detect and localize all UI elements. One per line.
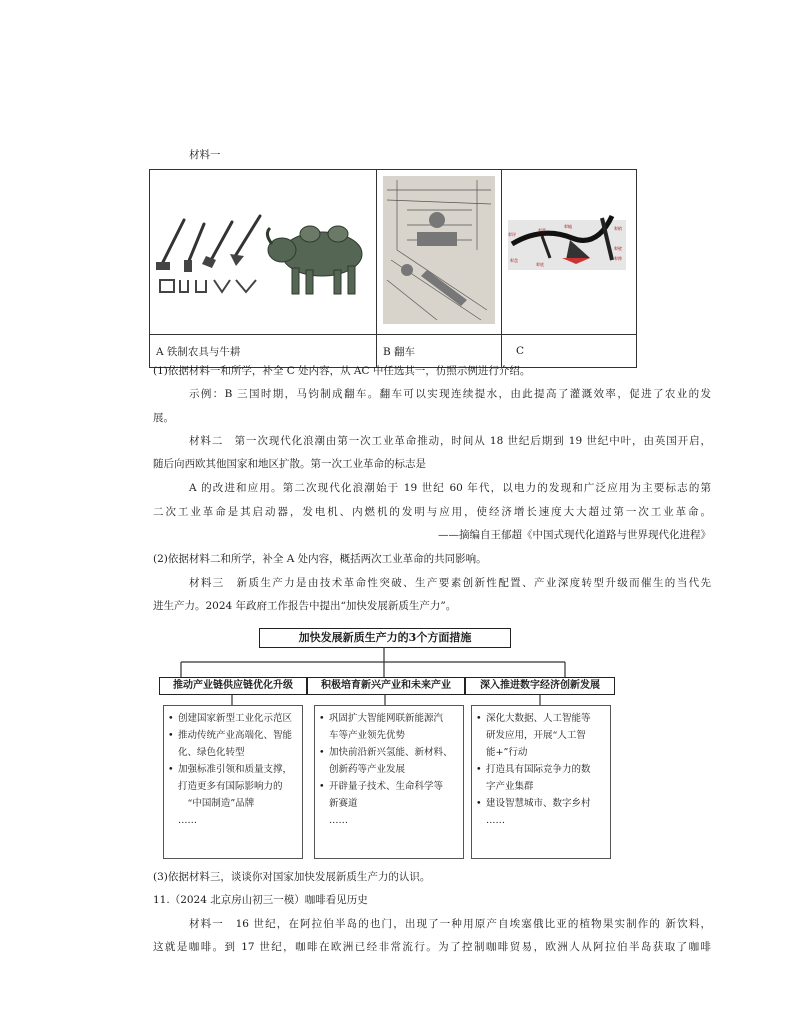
q11-material1-line-1: 材料一 16 世纪，在阿拉伯半岛的也门，出现了一种用原产自埃塞俄比亚的植物果实制作的 新饮料， (189, 918, 711, 930)
material2-line-3: A 的改进和应用。第二次现代化浪潮始于 19 世纪 60 年代，以电力的发现和广泛应用为主要标志的第 (189, 482, 711, 494)
column-box-2 (314, 705, 464, 859)
caption-a: A 铁制农具与牛耕 (150, 335, 377, 368)
question-1: (1)依据材料一和所学，补全 C 处内容，从 AC 中任选其一，仿照示例进行介绍。 (153, 365, 531, 377)
list-item-continued: 创新药等产业发展 (329, 764, 406, 775)
diagram-title: 加快发展新质生产力的3个方面措施 (259, 628, 511, 648)
material3-line-2: 进生产力。2024 年政府工作报告中提出“加快发展新质生产力”。 (153, 600, 457, 612)
column-heading-3: 深入推进数字经济创新发展 (465, 677, 615, 695)
question-2: (2)依据材料二和所学，补全 A 处内容，概括两次工业革命的共同影响。 (153, 553, 487, 565)
question-3: (3)依据材料三，谈谈你对国家加快发展新质生产力的认识。 (153, 871, 431, 883)
material2-line-4: 二次工业革命是其启动器，发电机、内燃机的发明与应用，使经济增长速度大大超过第一次工业革命。 (153, 506, 711, 518)
material3-line-1: 材料三 新质生产力是由技术革命性突破、生产要素创新性配置、产业深度转型升级而催生的当代先 (189, 577, 711, 589)
plow-label: 犁铧 (614, 256, 622, 261)
column-heading-1: 推动产业链供应链优化升级 (159, 677, 307, 695)
list-item: • 巩固扩大智能网联新能源汽 (317, 710, 463, 727)
ellipsis: …… (486, 815, 505, 826)
column-box-3 (471, 705, 611, 859)
list-item: • 开辟量子技术、生命科学等 (317, 778, 463, 795)
list-item-continued: 研发应用，开展“人工智 (486, 730, 586, 741)
list-item-continued: 化、绿色化转型 (178, 747, 245, 758)
list-item: • 打造具有国际竞争力的数 (474, 761, 610, 778)
example-line-1: 示例：B 三国时期，马钧制成翻车。翻车可以实现连续提水，由此提高了灌溉效率，促进了农业的发 (189, 388, 711, 400)
ellipsis: …… (178, 815, 197, 826)
plow-label: 犁底 (536, 262, 544, 267)
q11-material1-line-2: 这就是咖啡。到 17 世纪，咖啡在欧洲已经非常流行。为了控制咖啡贸易，欧洲人从阿拉伯半岛获取了咖啡 (153, 941, 711, 953)
list-item-continued: “中国制造”品牌 (178, 798, 255, 809)
list-item-continued: 车等产业领先优势 (329, 730, 406, 741)
list-item-continued: 打造更多有国际影响力的 (178, 781, 283, 792)
list-item-continued: 能+”行动 (486, 747, 528, 758)
plow-label: 犁评 (508, 232, 516, 237)
caption-c: C (502, 335, 637, 368)
list-item: • 加快前沿新兴氢能、新材料、 (317, 744, 463, 761)
list-item: • 深化大数据、人工智能等 (474, 710, 610, 727)
list-item-continued: 字产业集群 (486, 781, 534, 792)
list-item: • 推动传统产业高端化、智能 (166, 727, 302, 744)
list-item: • 创建国家新型工业化示范区 (166, 710, 302, 727)
plow-label: 犁辕 (564, 224, 572, 229)
material2-line-1: 材料二 第一次现代化浪潮由第一次工业革命推动，时间从 18 世纪后期到 19 世纪中叶，由英国开启， (189, 435, 711, 447)
column-heading-2: 积极培育新兴产业和未来产业 (307, 677, 465, 695)
example-line-2: 展。 (153, 412, 174, 424)
ellipsis: …… (329, 815, 348, 826)
plow-label: 犁壁 (614, 246, 622, 251)
plow-label: 犁箭 (538, 228, 546, 233)
list-item-continued: 新赛道 (329, 798, 358, 809)
material2-line-2: 随后向西欧其他国家和地区扩散。第一次工业革命的标志是 (153, 458, 426, 470)
material2-source: ——摘编自王郁超《中国式现代化道路与世界现代化进程》 (438, 529, 711, 541)
column-box-1 (163, 705, 303, 859)
plow-label: 犁盘 (510, 258, 518, 263)
question-11-title: 11.（2024 北京房山初三一模）咖啡看见历史 (153, 894, 368, 906)
list-item: • 建设智慧城市、数字乡村 (474, 795, 610, 812)
list-item: • 加强标准引领和质量支撑， (166, 761, 302, 778)
material1-label: 材料一 (189, 149, 221, 161)
plow-label: 犁梢 (614, 226, 622, 231)
caption-b: B 翻车 (377, 335, 502, 368)
